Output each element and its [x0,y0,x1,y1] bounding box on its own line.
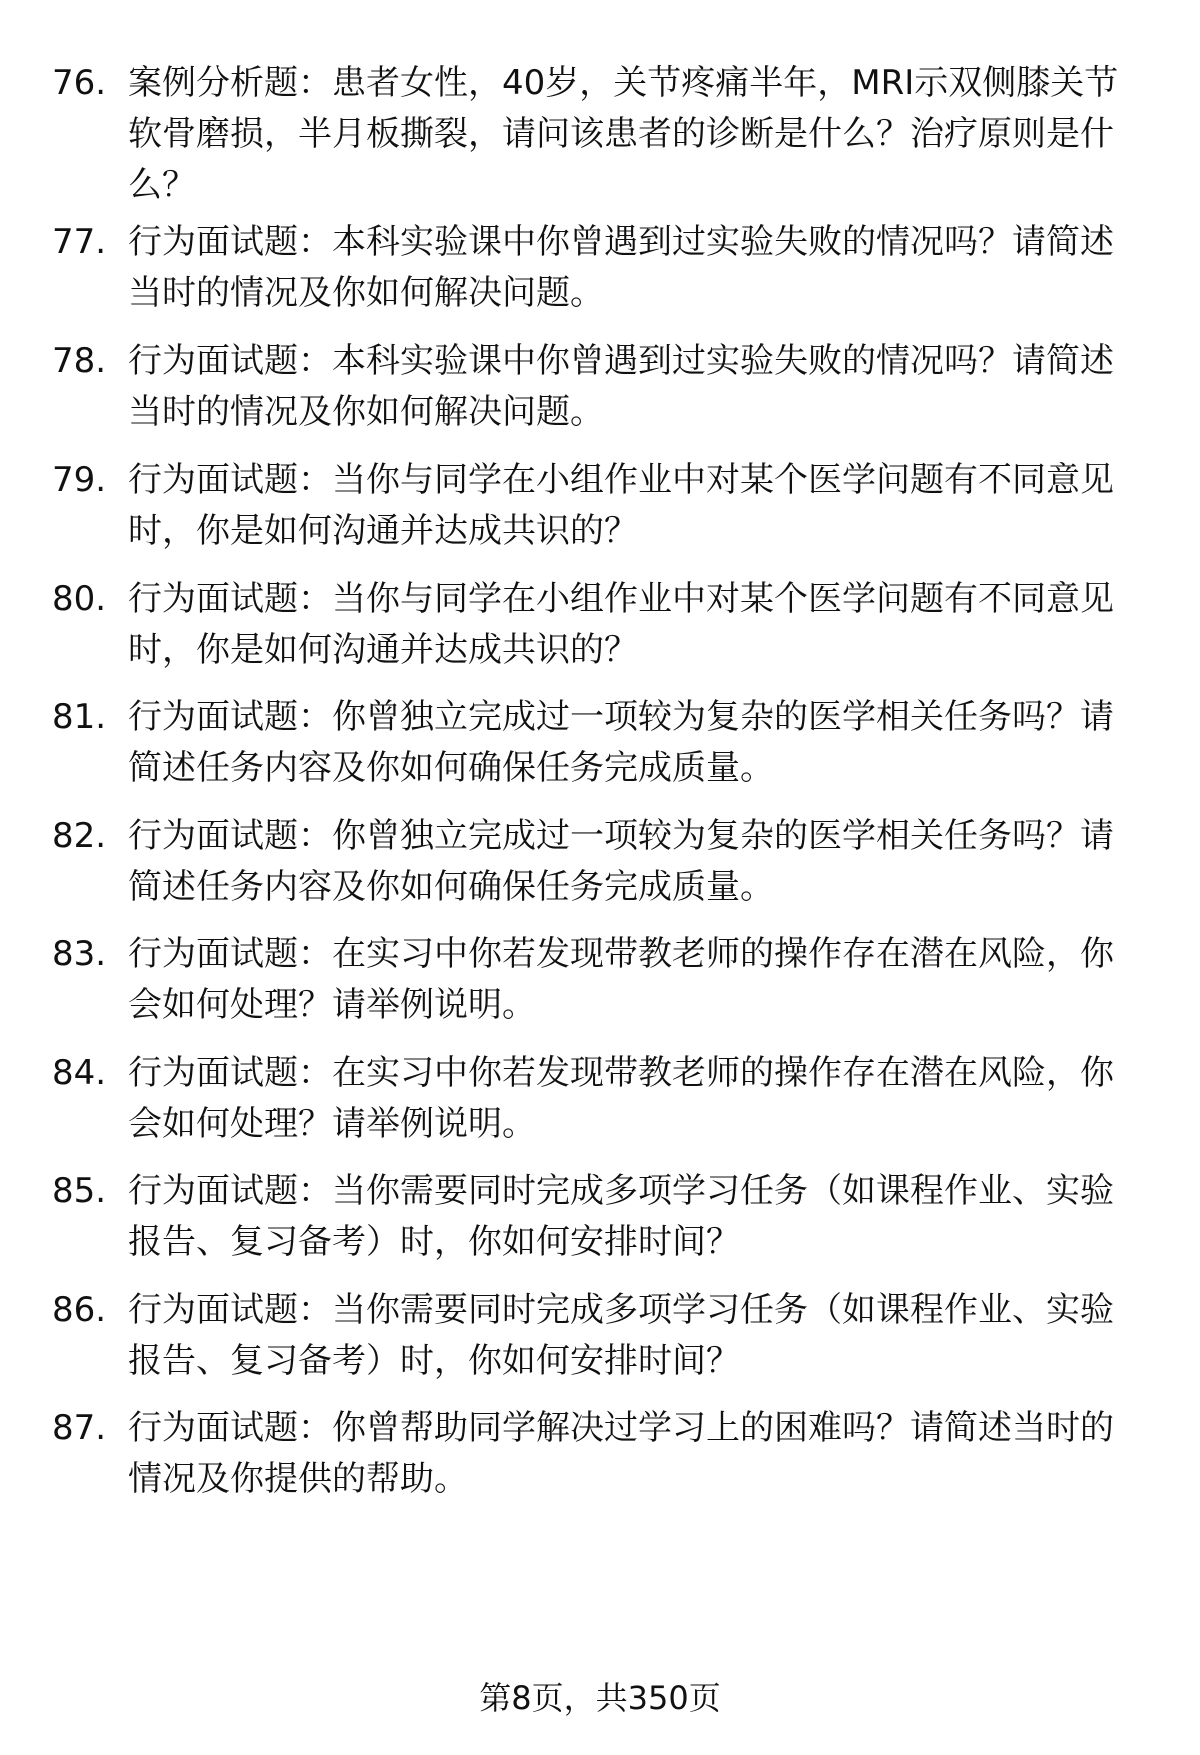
question-text: 行为面试题：当你与同学在小组作业中对某个医学问题有不同意见时，你是如何沟通并达成共识的？ [128,579,1114,670]
question-text: 行为面试题：当你需要同时完成多项学习任务（如课程作业、实验报告、复习备考）时，你如何安排时间？ [128,1290,1114,1381]
question-number: 86. [52,1290,107,1330]
question-number: 87. [52,1408,107,1448]
question-number: 85. [52,1171,107,1211]
question-text: 行为面试题：你曾独立完成过一项较为复杂的医学相关任务吗？请简述任务内容及你如何确保任务完成质量。 [128,697,1114,788]
question-number: 78. [52,341,107,381]
question-number: 76. [52,63,107,103]
question-number: 77. [52,222,107,262]
question-text: 行为面试题：本科实验课中你曾遇到过实验失败的情况吗？请简述当时的情况及你如何解决问题。 [128,341,1114,432]
question-text: 案例分析题：患者女性，40岁，关节疼痛半年，MRI示双侧膝关节软骨磨损，半月板撕裂，请问该患者的诊断是什么？治疗原则是什么？ [128,63,1119,205]
question-number: 81. [52,697,107,737]
question-text: 行为面试题：在实习中你若发现带教老师的操作存在潜在风险，你会如何处理？请举例说明。 [128,934,1114,1025]
question-number: 80. [52,579,107,619]
question-text: 行为面试题：你曾独立完成过一项较为复杂的医学相关任务吗？请简述任务内容及你如何确保任务完成质量。 [128,816,1114,907]
page-footer [0,1678,1200,1718]
page-indicator: 第8页，共350页 [479,1679,721,1717]
question-number: 83. [52,934,107,974]
question-number: 84. [52,1053,107,1093]
question-text: 行为面试题：在实习中你若发现带教老师的操作存在潜在风险，你会如何处理？请举例说明。 [128,1053,1114,1144]
question-text: 行为面试题：本科实验课中你曾遇到过实验失败的情况吗？请简述当时的情况及你如何解决问题。 [128,222,1114,313]
question-text: 行为面试题：当你与同学在小组作业中对某个医学问题有不同意见时，你是如何沟通并达成共识的？ [128,460,1114,551]
question-text: 行为面试题：当你需要同时完成多项学习任务（如课程作业、实验报告、复习备考）时，你如何安排时间？ [128,1171,1114,1262]
question-text: 行为面试题：你曾帮助同学解决过学习上的困难吗？请简述当时的情况及你提供的帮助。 [128,1408,1114,1499]
question-number: 82. [52,816,107,856]
question-number: 79. [52,460,107,500]
